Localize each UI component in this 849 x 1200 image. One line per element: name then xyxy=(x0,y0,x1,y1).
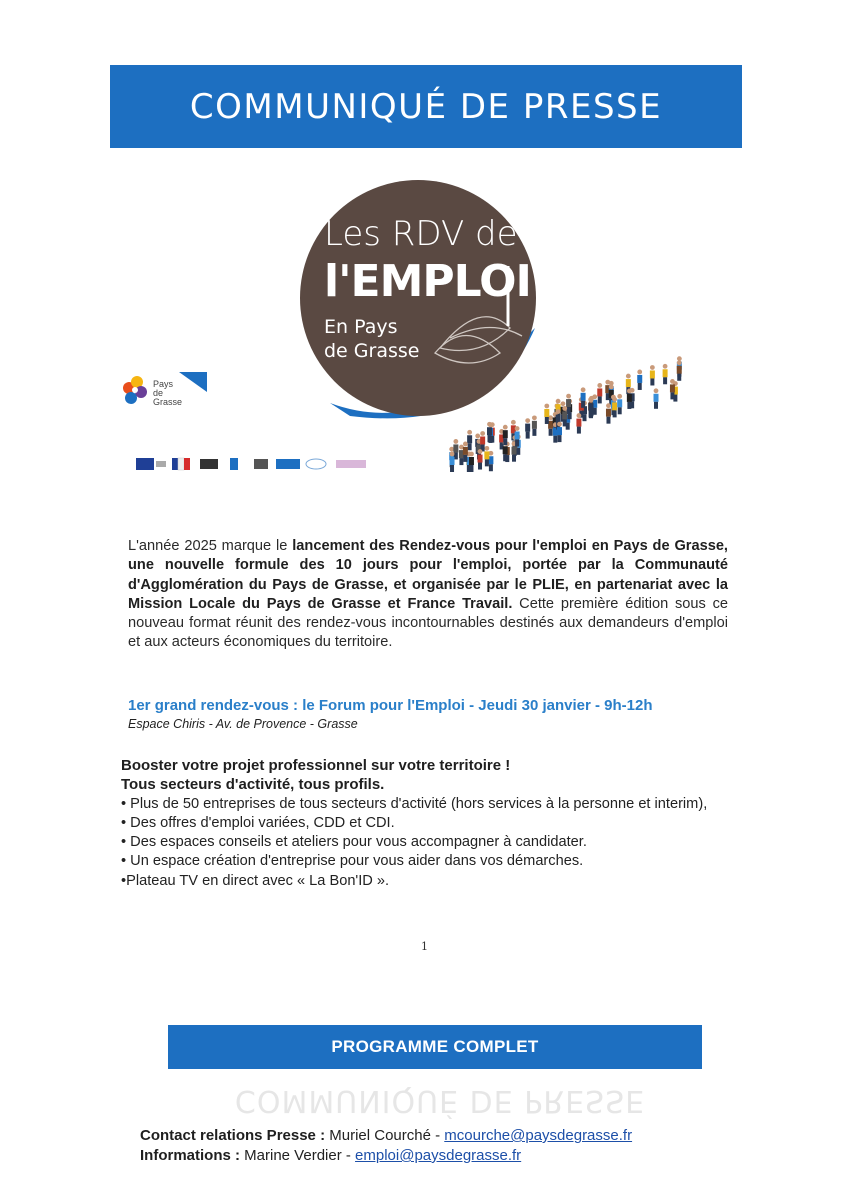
press-contact-label: Contact relations Presse : xyxy=(140,1127,326,1144)
eu-flag-icon xyxy=(136,458,154,470)
person-figure xyxy=(556,409,561,429)
person-figure xyxy=(663,364,668,384)
person-figure xyxy=(484,446,489,466)
event-title: 1er grand rendez-vous : le Forum pour l'Emploi - Jeudi 30 janvier - 9h-12h xyxy=(128,697,653,714)
page-title: COMMUNIQUÉ DE PRESSE xyxy=(189,86,663,127)
contact-block xyxy=(140,1126,780,1166)
person-figure xyxy=(469,452,474,472)
list-item: • Plus de 50 entreprises de tous secteurs d'activité (hors services à la personne et interim), xyxy=(121,795,708,812)
person-figure xyxy=(453,439,458,459)
person-figure xyxy=(606,403,611,423)
pays-de-grasse-logo xyxy=(117,370,212,420)
person-figure xyxy=(677,360,682,380)
partner-icon-8 xyxy=(336,460,366,468)
list-item: •Plateau TV en direct avec « La Bon'ID ». xyxy=(121,872,390,889)
info-contact-name: Marine Verdier - xyxy=(240,1147,356,1164)
person-figure xyxy=(487,422,492,442)
person-figure xyxy=(544,404,549,424)
highlight-heading-1: Booster votre projet professionnel sur votre territoire ! xyxy=(121,757,511,774)
republique-icon xyxy=(172,458,178,470)
person-figure xyxy=(597,383,602,403)
person-figure xyxy=(480,431,485,451)
partner-logos-strip xyxy=(136,455,376,473)
person-figure xyxy=(548,415,553,435)
info-email-link[interactable]: emploi@paysdegrasse.fr xyxy=(355,1147,522,1164)
press-email-link[interactable]: mcourche@paysdegrasse.fr xyxy=(444,1127,633,1144)
crowd-illustration xyxy=(440,335,700,480)
press-contact-line xyxy=(140,1126,780,1146)
person-figure xyxy=(576,413,581,433)
press-release-banner xyxy=(110,65,742,148)
partner-icon-5 xyxy=(254,459,268,469)
list-item: • Un espace création d'entreprise pour vous aider dans vos démarches. xyxy=(121,853,584,870)
person-figure xyxy=(612,397,617,417)
person-figure xyxy=(515,426,520,446)
person-figure xyxy=(617,394,622,414)
list-item: • Des espaces conseils et ateliers pour vous accompagner à candidater. xyxy=(121,834,587,851)
logo-line-4: de Grasse xyxy=(324,340,420,362)
person-figure xyxy=(557,422,562,442)
person-figure xyxy=(588,398,593,418)
info-contact-line xyxy=(140,1146,780,1166)
person-figure xyxy=(566,394,571,414)
person-figure xyxy=(670,379,675,399)
intro-start: L'année 2025 marque le xyxy=(128,538,293,554)
person-figure xyxy=(450,452,455,472)
partner-icon-3 xyxy=(200,459,218,469)
program-complete-button[interactable] xyxy=(168,1025,702,1069)
logo-line-1: Les RDV de xyxy=(324,214,518,254)
intro-paragraph xyxy=(128,537,728,653)
person-figure xyxy=(650,365,655,385)
pg-line-1: Pays xyxy=(153,379,174,389)
logo-line-2: l'EMPLOI xyxy=(324,256,531,307)
pg-line-3: Grasse xyxy=(153,397,183,407)
highlights-list xyxy=(121,756,741,891)
info-contact-label: Informations : xyxy=(140,1147,240,1164)
program-label: PROGRAMME COMPLET xyxy=(331,1037,539,1056)
pg-line-2: de xyxy=(153,388,164,398)
france-travail-icon xyxy=(276,459,300,469)
person-figure xyxy=(637,370,642,390)
person-figure xyxy=(503,425,508,445)
intro-bold: lancement des Rendez-vous pour l'emploi en Pays de Grasse, une nouvelle formule des 10 jours pour l'emploi, portée par la Communauté d'Agglomération du Pays de Grasse, et organisée par le PLIE, en partenariat avec la Mission Locale du Pays de Grasse et France Travail. xyxy=(128,538,728,612)
page-number: 1 xyxy=(421,940,428,953)
person-figure xyxy=(525,418,530,438)
bleed-through-text: COMMUNIQUÉ DE PRESSE xyxy=(234,1083,646,1118)
intro-end: Cette première édition sous ce nouveau format réunit des rendez-vous incontournables destinés aux demandeurs d'emploi et aux acteurs économiques du territoire. xyxy=(128,595,729,651)
person-figure xyxy=(581,387,586,407)
person-figure xyxy=(478,449,483,469)
person-figure xyxy=(627,389,632,409)
person-figure xyxy=(562,406,567,426)
logo-line-3: En Pays xyxy=(324,316,398,338)
list-item: • Des offres d'emploi variées, CDD et CDI. xyxy=(121,814,395,831)
person-figure xyxy=(463,442,468,462)
person-figure xyxy=(654,388,659,408)
person-figure xyxy=(532,415,537,435)
highlight-heading-2: Tous secteurs d'activité, tous profils. xyxy=(121,776,385,794)
plie-icon xyxy=(306,459,326,469)
event-place: Espace Chiris - Av. de Provence - Grasse xyxy=(128,717,358,731)
press-contact-name: Muriel Courché - xyxy=(325,1127,445,1144)
partner-icon-4 xyxy=(230,458,238,470)
